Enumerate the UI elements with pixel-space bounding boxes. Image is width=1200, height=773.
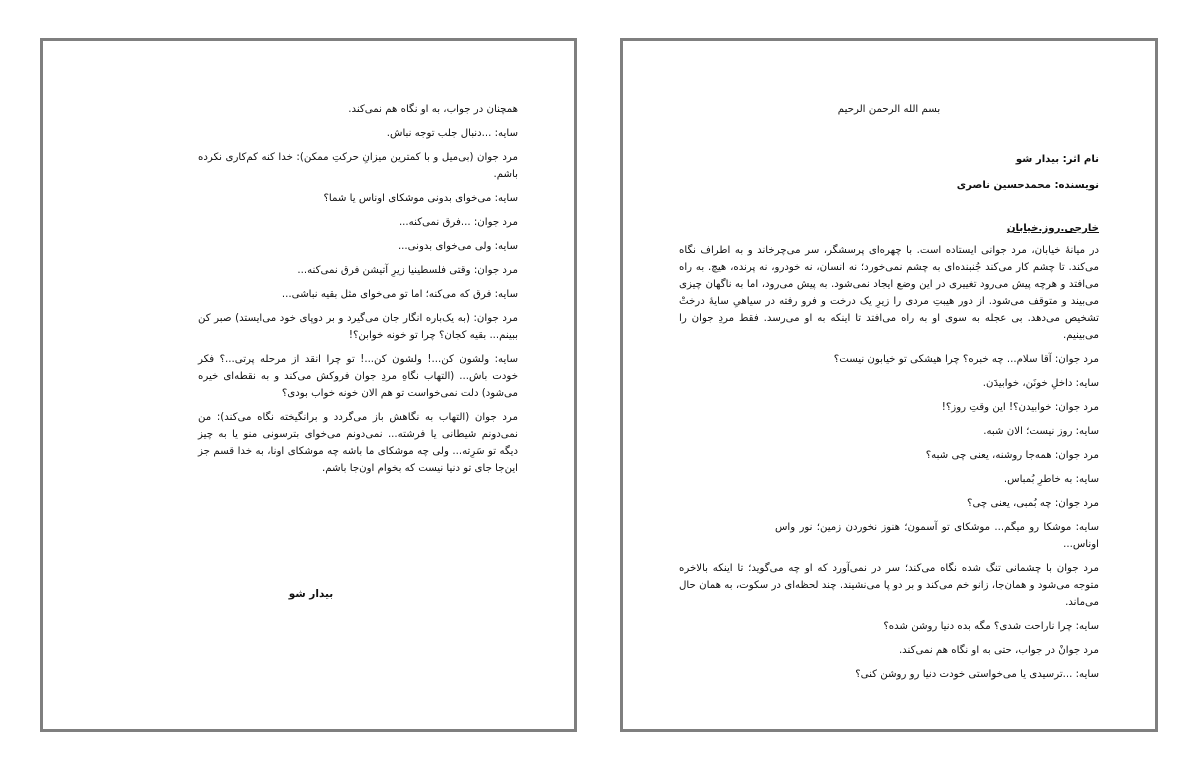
dialogue-line: مرد جوان: خوابیدن؟! این وقتِ روز؟! xyxy=(941,402,1099,413)
dialogue-line: مرد جوان: آقا سلام... چه خبره؟ چرا هیشکی تو خیابون نیست؟ xyxy=(833,354,1099,365)
dialogue-line: سایه: موشکا رو میگم... موشکای تو آسمون؛ هنوز نخوردن زمین؛ نور واس اوناس... xyxy=(775,522,1099,550)
dialogue-line: سایه: ولشون کن...! ولشون کن...! تو چرا انقد از مرحله پرتی...؟ فکر خودت باش... (التهاب نگاهِ مردِ جوان فروکش می‌کند و به نقطه‌ای خیره می‌شود) دلت نمی‌خواست تو هم الان خونه خواب بودی؟ xyxy=(198,354,518,399)
paragraph: مرد جوانْ در جواب، حتی به او نگاه هم نمی‌کند. xyxy=(898,645,1099,656)
dialogue-line: سایه: ولی می‌خوای بدونی... xyxy=(397,241,518,252)
dialogue-line: سایه: به خاطرِ بُمباس. xyxy=(1003,474,1099,485)
page-left xyxy=(40,38,577,732)
dialogue-line: مرد جوان: ...فرق نمی‌کنه... xyxy=(398,217,518,228)
dialogue-line: سایه: چرا ناراحت شدی؟ مگه بده دنیا روشن شده؟ xyxy=(883,621,1099,632)
author-line: نویسنده: محمدحسین ناصری xyxy=(956,180,1099,191)
dialogue-line: مرد جوان: همه‌جا روشنه، یعنی چی شبه؟ xyxy=(925,450,1099,461)
scene-heading: خارجی.روز.خیابان xyxy=(1006,223,1099,234)
dialogue-line: سایه: روز نیست؛ الان شبه. xyxy=(983,426,1099,437)
dialogue-line: سایه: ...دنبال جلب توجه نباش. xyxy=(386,128,518,139)
dialogue-line: سایه: می‌خوای بدونی موشکای اوناس یا شما؟ xyxy=(323,193,518,204)
dialogue-line: مرد جوان (بی‌میل و با کمترین میزانِ حرکتِ ممکن): خدا کنه کم‌کاری نکرده باشم. xyxy=(198,152,518,180)
dialogue-line: سایه: ...ترسیدی یا می‌خواستی خودت دنیا رو روشن کنی؟ xyxy=(855,669,1099,680)
page-right xyxy=(620,38,1158,732)
paragraph: همچنان در جواب، به او نگاه هم نمی‌کند. xyxy=(348,104,518,115)
page-right-text xyxy=(679,101,1099,690)
dialogue-line: مرد جوان (التهاب به نگاهش باز می‌گردد و برانگیخته نگاه می‌کند): من نمی‌دونم شیطانی یا فرشته... نمی‌دونم می‌خوای بترسونی منو یا به چیز دیگه تو سَرِته... ولی چه موشکای ما باشه چه موشکای اونا، به خدا قسم جز این‌جا جای تو دنیا نیست که بخوام اون‌جا باشم. xyxy=(198,412,518,474)
bismillah-heading: بسم الله الرحمن الرحیم xyxy=(837,104,941,115)
dialogue-line: مرد جوان: (به یک‌باره انگار جان می‌گیرد و بر دوپای خود می‌ایستد) صبر کن ببینم... بقیه کجان؟ چرا تو خونه خوابن؟! xyxy=(198,313,518,341)
page-left-text xyxy=(198,101,518,484)
paragraph: مرد جوان با چشمانی تنگ شده نگاه می‌کند؛ سر در نمی‌آورد که او چه می‌گوید؛ تا اینکه بالاخره متوجه می‌شود و همان‌جا، زانو خم می‌کند و بر دو پا می‌نشیند. چند لحظه‌ای در سکوت، به همان حال می‌ماند. xyxy=(679,563,1099,608)
work-title: نام اثر: بیدار شو xyxy=(1015,154,1099,165)
paragraph: در میانهٔ خیابان، مرد جوانی ایستاده است. با چهره‌ای پرسشگر، سر می‌چرخاند و به اطراف نگاه می‌کند. تا چشم کار می‌کند جُنبنده‌ای به چشم نمی‌خورد؛ نه انسان، نه خودرو، نه پرنده، هیچ. به راه می‌افتد و هرچه پیش می‌رود تغییری در این وضع ایجاد نمی‌شود. به پیش می‌رود، اما به ناگهان چیزی می‌بیند و متوقف می‌شود. از دور هیبتِ مردی را زیرِ یک درخت و فرو رفته در سیاهیِ سایهٔ درختْ تشخیص می‌دهد. بی عجله به سوی او به راه می‌افتد تا اینکه به او می‌رسد. فقط مردِ جوان را می‌بینیم. xyxy=(679,245,1099,341)
dialogue-line: مرد جوان: چه بُمبی، یعنی چی؟ xyxy=(967,498,1099,509)
dialogue-line: سایه: داخلِ خونَن، خوابیدَن. xyxy=(982,378,1099,389)
page-footer-title: بیدار شو xyxy=(288,588,334,600)
dialogue-line: سایه: فرق که می‌کنه؛ اما تو می‌خوای مثل بقیه نباشی... xyxy=(281,289,518,300)
dialogue-line: مرد جوان: وقتی فلسطینیا زیرِ آتیشن فرق نمی‌کنه... xyxy=(297,265,518,276)
